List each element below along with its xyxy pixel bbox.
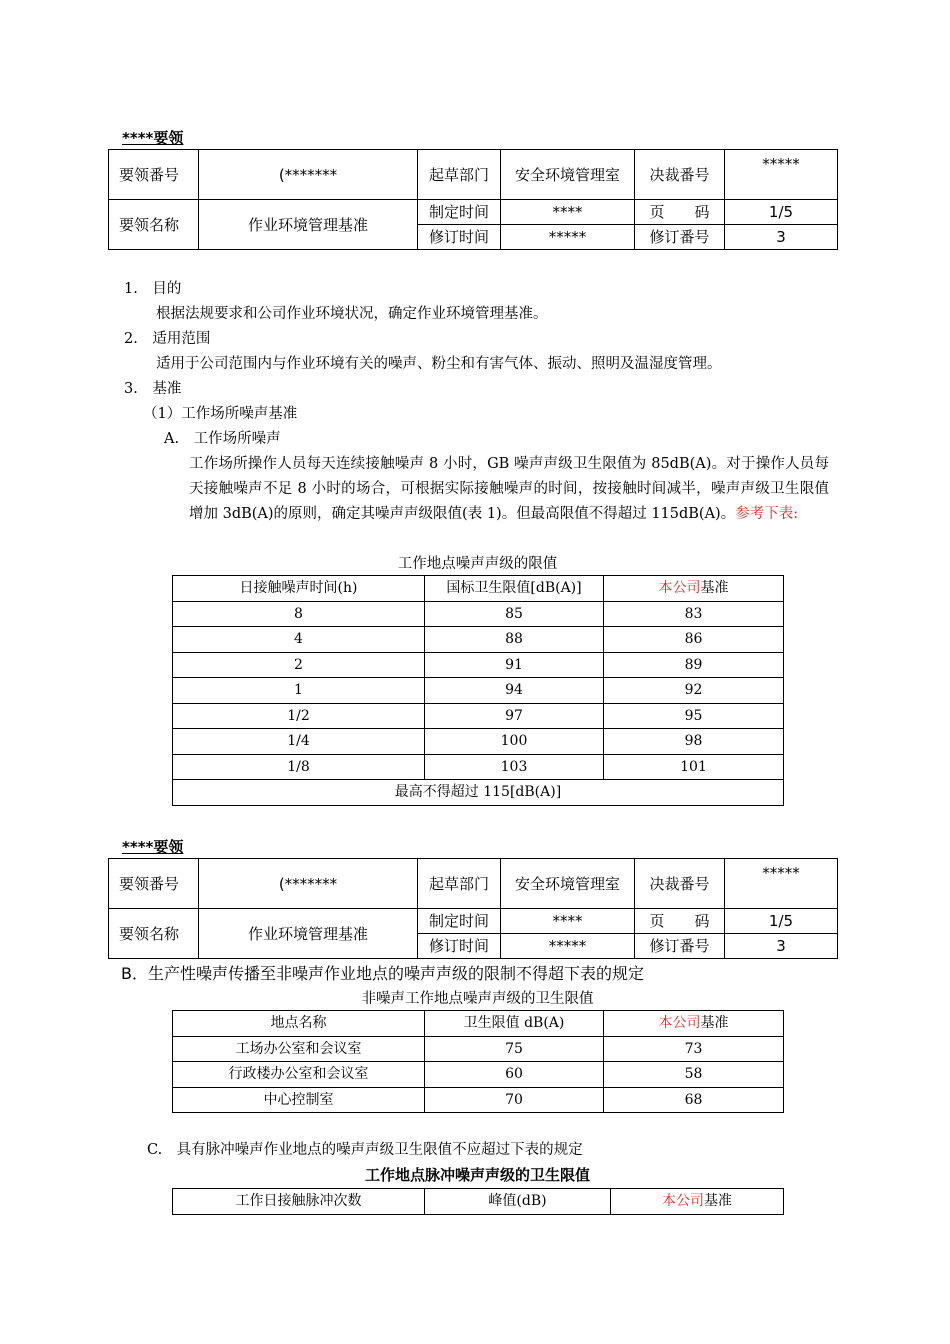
cell: 70 — [425, 1087, 604, 1113]
col-header — [604, 1011, 784, 1037]
company-label: 本公司 — [658, 1015, 701, 1032]
label-page: 页 码 — [635, 200, 725, 225]
section-3a-ref: 参考下表: — [735, 506, 799, 522]
table-row — [173, 729, 784, 755]
cell: 95 — [604, 703, 784, 729]
value-number: (******* — [199, 859, 418, 909]
section-2-body: 适用于公司范围内与作业环境有关的噪声、粉尘和有害气体、振动、照明及温湿度管理。 — [156, 356, 722, 372]
doc-title-2: ****要领 — [122, 838, 184, 856]
table-row — [173, 652, 784, 678]
table-row — [173, 627, 784, 653]
cell: 2 — [173, 652, 425, 678]
col-header: 日接触噪声时间(h) — [173, 576, 425, 602]
cell: 97 — [425, 703, 604, 729]
impulse-noise-table — [172, 1188, 784, 1215]
value-rev-no: 3 — [725, 934, 838, 959]
cell: 83 — [604, 601, 784, 627]
label-decision: 决裁番号 — [635, 859, 725, 909]
table-header-row — [173, 576, 784, 602]
col-header: 峰值(dB) — [425, 1189, 611, 1215]
label-page: 页 码 — [635, 909, 725, 934]
table-row — [173, 703, 784, 729]
label-dept: 起草部门 — [418, 859, 501, 909]
label-number: 要领番号 — [109, 859, 199, 909]
section-1-body: 根据法规要求和公司作业环境状况，确定作业环境管理基准。 — [156, 306, 548, 322]
col-header: 卫生限值 dB(A) — [425, 1011, 604, 1037]
cell: 4 — [173, 627, 425, 653]
company-label: 本公司 — [662, 1193, 704, 1210]
label-revised: 修订时间 — [418, 934, 501, 959]
table-row — [173, 1087, 784, 1113]
label-dept: 起草部门 — [418, 150, 501, 200]
table2-caption: 非噪声工作地点噪声声级的卫生限值 — [361, 991, 594, 1007]
value-revised: ***** — [501, 225, 635, 250]
section-3a-text: 工作场所操作人员每天连续接触噪声 8 小时，GB 噪声声级卫生限值为 85dB(A)。对于操作人员每天接触噪声不足 8 小时的场合，可根据实际接触噪声的时间，按接触时间减半，噪声声级卫生限值增加 3dB(A)的原则，确定其噪声声级限值(表 1)。但最高限值不得超过 115dB(A)。 — [189, 456, 829, 522]
company-label: 本公司 — [658, 580, 701, 597]
label-rev-no: 修订番号 — [635, 225, 725, 250]
cell: 8 — [173, 601, 425, 627]
table-row — [173, 1062, 784, 1088]
table-header-row — [173, 1011, 784, 1037]
cell: 92 — [604, 678, 784, 704]
cell: 58 — [604, 1062, 784, 1088]
cell: 60 — [425, 1062, 604, 1088]
cell: 98 — [604, 729, 784, 755]
cell: 89 — [604, 652, 784, 678]
label-name: 要领名称 — [109, 200, 199, 250]
label-made: 制定时间 — [418, 909, 501, 934]
label-revised: 修订时间 — [418, 225, 501, 250]
cell: 85 — [425, 601, 604, 627]
value-revised: ***** — [501, 934, 635, 959]
section-3-sub1: （1）工作场所噪声基准 — [143, 406, 298, 422]
cell: 75 — [425, 1036, 604, 1062]
standard-label: 基准 — [700, 580, 729, 597]
col-header: 工作日接触脉冲次数 — [173, 1189, 425, 1215]
label-decision: 决裁番号 — [635, 150, 725, 200]
value-dept: 安全环境管理室 — [501, 859, 635, 909]
value-made: **** — [501, 200, 635, 225]
doc-title: ****要领 — [122, 129, 184, 147]
section-3a-title: A. 工作场所噪声 — [164, 431, 281, 447]
table-footer-row — [173, 780, 784, 806]
value-dept: 安全环境管理室 — [501, 150, 635, 200]
value-rev-no: 3 — [725, 225, 838, 250]
col-header: 国标卫生限值[dB(A)] — [425, 576, 604, 602]
standard-label: 基准 — [704, 1193, 732, 1210]
label-number: 要领番号 — [109, 150, 199, 200]
cell: 103 — [425, 754, 604, 780]
section-2-title: 2. 适用范围 — [124, 331, 211, 347]
section-b-title: B．生产性噪声传播至非噪声作业地点的噪声声级的限制不得超下表的规定 — [121, 964, 644, 983]
table1-caption: 工作地点噪声声级的限值 — [397, 556, 558, 572]
table-row — [173, 754, 784, 780]
label-made: 制定时间 — [418, 200, 501, 225]
cell: 86 — [604, 627, 784, 653]
table-header-row — [173, 1189, 784, 1215]
col-header — [611, 1189, 784, 1215]
table3-caption: 工作地点脉冲噪声声级的卫生限值 — [364, 1166, 590, 1184]
value-page: 1/5 — [725, 909, 838, 934]
non-noise-table — [172, 1010, 784, 1113]
col-header — [604, 576, 784, 602]
value-decision: ***** — [725, 150, 838, 200]
cell: 100 — [425, 729, 604, 755]
cell: 1/2 — [173, 703, 425, 729]
section-3-title: 3. 基准 — [124, 381, 182, 397]
cell: 1/8 — [173, 754, 425, 780]
header-table-2 — [108, 858, 838, 959]
header-table — [108, 149, 838, 250]
cell: 行政楼办公室和会议室 — [173, 1062, 425, 1088]
value-page: 1/5 — [725, 200, 838, 225]
cell: 88 — [425, 627, 604, 653]
section-1-title: 1. 目的 — [124, 281, 182, 297]
table-row — [173, 601, 784, 627]
cell: 101 — [604, 754, 784, 780]
cell: 91 — [425, 652, 604, 678]
value-number: (******* — [199, 150, 418, 200]
noise-limit-table — [172, 575, 784, 806]
label-name: 要领名称 — [109, 909, 199, 959]
table-row — [173, 1036, 784, 1062]
cell: 68 — [604, 1087, 784, 1113]
value-name: 作业环境管理基准 — [199, 909, 418, 959]
value-decision: ***** — [725, 859, 838, 909]
label-rev-no: 修订番号 — [635, 934, 725, 959]
cell: 中心控制室 — [173, 1087, 425, 1113]
col-header: 地点名称 — [173, 1011, 425, 1037]
value-name: 作业环境管理基准 — [199, 200, 418, 250]
cell: 94 — [425, 678, 604, 704]
table-footer: 最高不得超过 115[dB(A)] — [173, 780, 784, 806]
standard-label: 基准 — [700, 1015, 729, 1032]
value-made: **** — [501, 909, 635, 934]
cell: 1/4 — [173, 729, 425, 755]
table-row — [173, 678, 784, 704]
section-3a-body — [189, 452, 829, 527]
cell: 1 — [173, 678, 425, 704]
cell: 73 — [604, 1036, 784, 1062]
cell: 工场办公室和会议室 — [173, 1036, 425, 1062]
section-c-title: C. 具有脉冲噪声作业地点的噪声声级卫生限值不应超过下表的规定 — [147, 1142, 583, 1158]
